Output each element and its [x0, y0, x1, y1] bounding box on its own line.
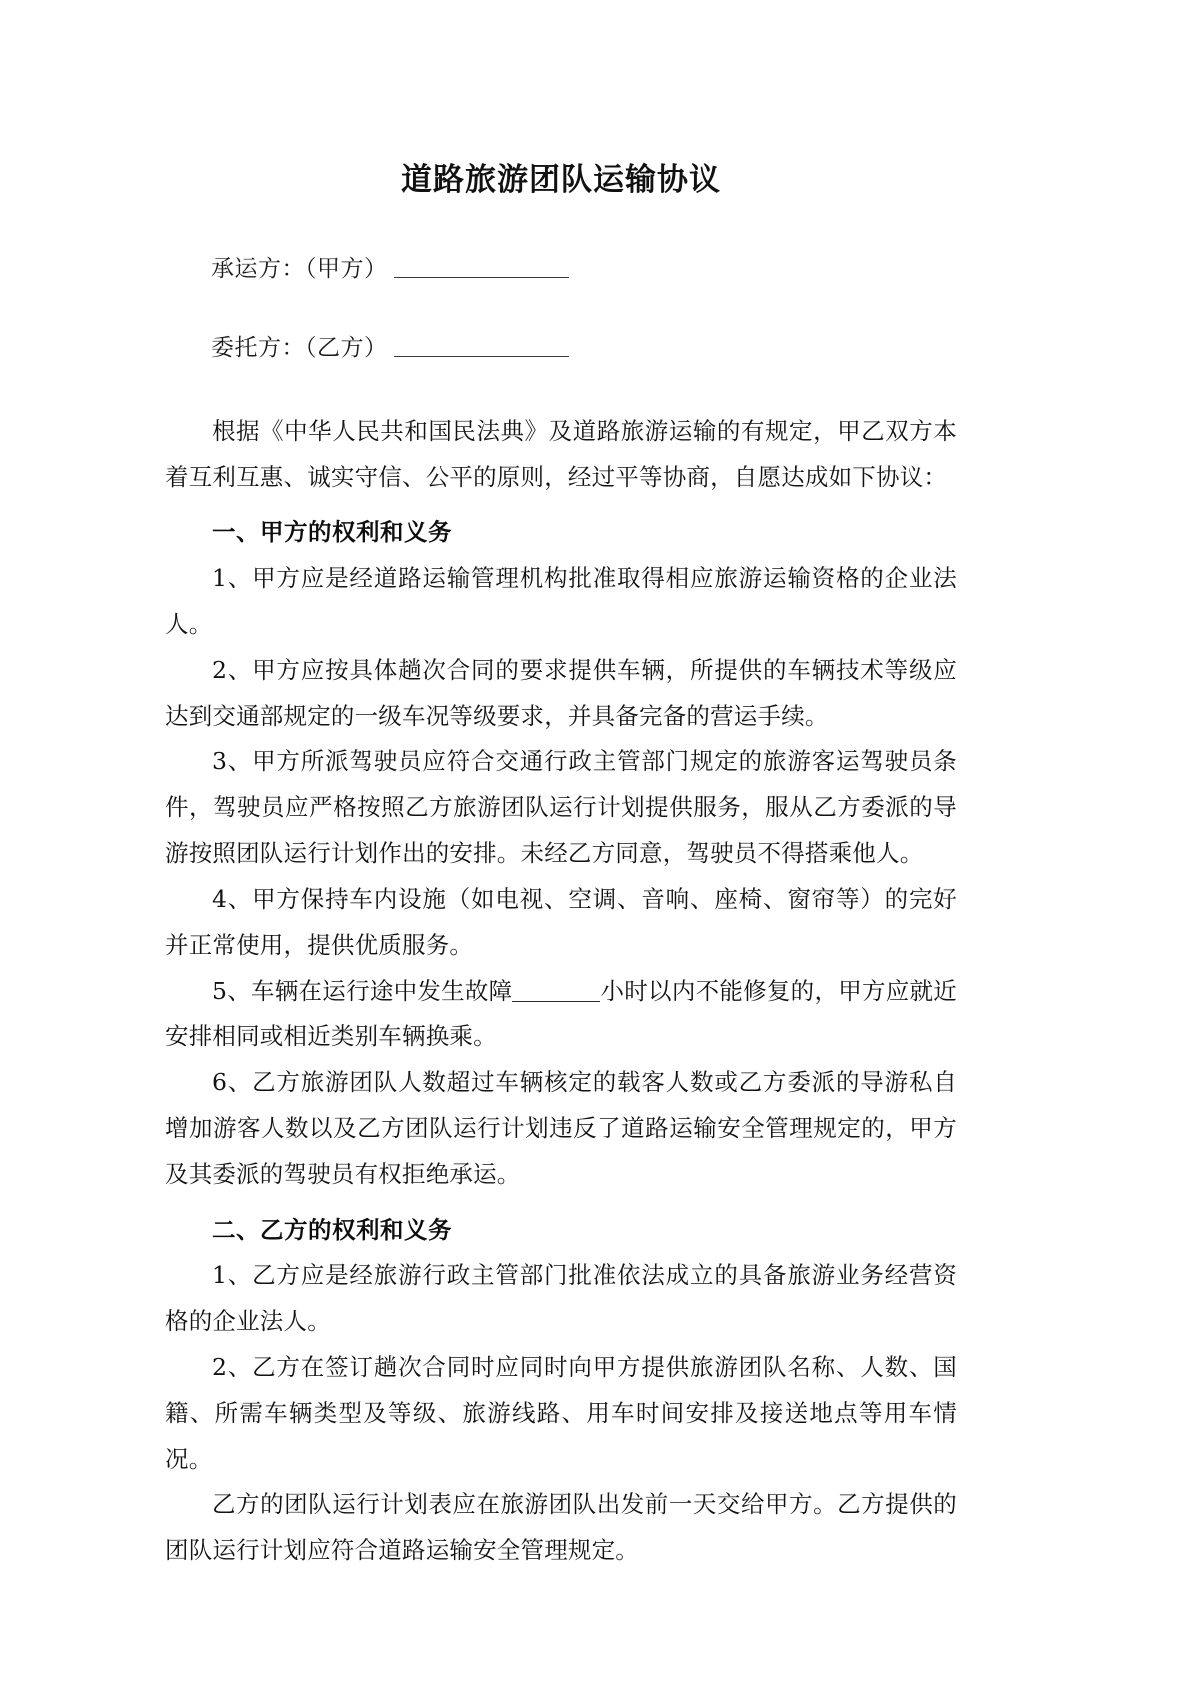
client-party-row	[165, 330, 957, 367]
section-heading-party-a: 一、甲方的权利和义务	[212, 518, 452, 547]
carrier-party-row	[165, 251, 957, 288]
clause-a-5-hours-blank[interactable]	[512, 977, 600, 1002]
page-title: 道路旅游团队运输协议	[401, 162, 721, 198]
clause-b-1: 1、乙方应是经旅游行政主管部门批准依法成立的具备旅游业务经营资格的企业法人。	[165, 1261, 957, 1336]
clause-a-5-text-after: 小时以内不能修复的，甲方应就近安排相同或相近类别车辆换乘。	[165, 976, 957, 1051]
clause-a-3: 3、甲方所派驾驶员应符合交通行政主管部门规定的旅游客运驾驶员条件，驾驶员应严格按照乙方旅游团队运行计划提供服务，服从乙方委派的导游按照团队运行计划作出的安排。未经乙方同意，驾驶员不得搭乘他人。	[165, 747, 957, 868]
clause-a-6: 6、乙方旅游团队人数超过车辆核定的载客人数或乙方委派的导游私自增加游客人数以及乙方团队运行计划违反了道路运输安全管理规定的，甲方及其委派的驾驶员有权拒绝承运。	[165, 1068, 957, 1188]
intro-paragraph: 根据《中华人民共和国民法典》及道路旅游运输的有规定，甲乙双方本着互利互惠、诚实守信、公平的原则，经过平等协商，自愿达成如下协议：	[165, 416, 957, 491]
clause-b-2: 2、乙方在签订趟次合同时应同时向甲方提供旅游团队名称、人数、国籍、所需车辆类型及等级、旅游线路、用车时间安排及接送地点等用车情况。	[165, 1353, 957, 1473]
clause-a-4: 4、甲方保持车内设施（如电视、空调、音响、座椅、窗帘等）的完好并正常使用，提供优质服务。	[165, 884, 957, 959]
carrier-party-label: 承运方：（甲方）	[211, 256, 388, 283]
clause-a-2: 2、甲方应按具体趟次合同的要求提供车辆，所提供的车辆技术等级应达到交通部规定的一级车况等级要求，并具备完备的营运手续。	[165, 655, 957, 730]
clause-a-5-text-before: 5、车辆在运行途中发生故障	[212, 976, 513, 1005]
clause-a-5	[165, 969, 957, 1061]
client-party-label: 委托方：（乙方）	[211, 334, 388, 361]
document-content	[165, 0, 957, 1574]
clause-b-2-continuation: 乙方的团队运行计划表应在旅游团队出发前一天交给甲方。乙方提供的团队运行计划应符合道路运输安全管理规定。	[165, 1490, 957, 1565]
clause-a-1: 1、甲方应是经道路运输管理机构批准取得相应旅游运输资格的企业法人。	[165, 564, 957, 639]
carrier-party-blank[interactable]	[394, 254, 569, 278]
section-heading-party-b: 二、乙方的权利和义务	[212, 1215, 452, 1244]
party-signature-block	[165, 251, 957, 367]
client-party-blank[interactable]	[394, 333, 569, 357]
